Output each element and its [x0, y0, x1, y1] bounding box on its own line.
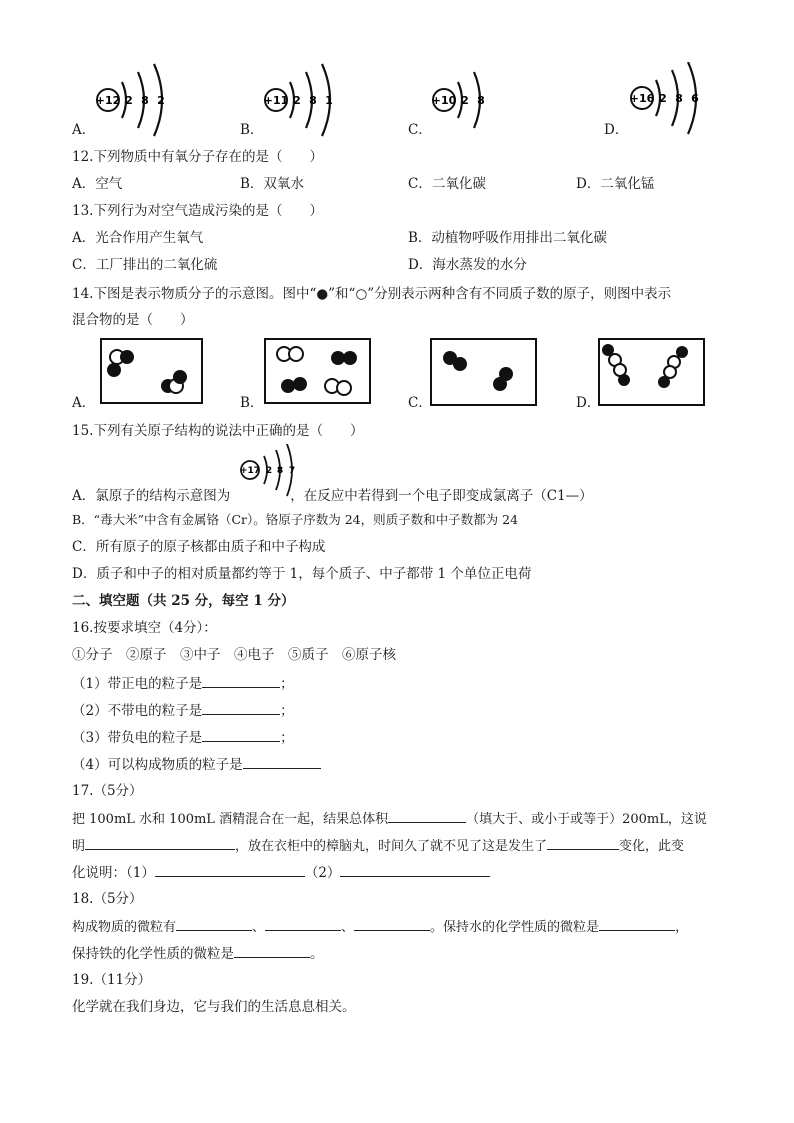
q12-stem: 12.下列物质中有氧分子存在的是（ ）: [72, 149, 323, 165]
q12-option-c[interactable]: C．二氧化碳: [408, 176, 486, 192]
q15-option-b[interactable]: B．“毒大米”中含有金属铬（Cr）。铬原子序数为 24，则质子数和中子数都为 24: [72, 512, 519, 527]
q15-stem: 15.下列有关原子结构的说法中正确的是（ ）: [72, 423, 364, 439]
q14-molecule-box-c[interactable]: [430, 338, 538, 408]
q19-line1: 化学就在我们身边，它与我们的生活息息相关。: [72, 999, 356, 1015]
q14-option-a-label[interactable]: A．: [72, 395, 96, 411]
q14-option-c-label[interactable]: C．: [408, 395, 432, 411]
svg-text:8: 8: [309, 94, 317, 107]
atom-structure-diagram: [408, 62, 518, 138]
svg-text:1: 1: [325, 94, 333, 107]
answer-blank[interactable]: [176, 916, 252, 931]
svg-text:8: 8: [141, 94, 149, 107]
answer-blank[interactable]: [388, 808, 466, 823]
answer-blank[interactable]: [265, 916, 341, 931]
q19-heading: 19.（11分）: [72, 972, 152, 988]
q13-option-b[interactable]: B．动植物呼吸作用排出二氧化碳: [408, 230, 607, 246]
q11-option-a[interactable]: [72, 62, 182, 138]
svg-text:8: 8: [276, 466, 284, 476]
svg-text:7: 7: [288, 466, 296, 476]
svg-text:2: 2: [461, 94, 469, 107]
q16-item-2: （2）不带电的粒子是 ；: [72, 700, 294, 721]
q16-item-4: （4）可以构成物质的粒子是: [72, 754, 321, 775]
option-label: B．: [240, 122, 264, 138]
q12-option-a[interactable]: A．空气: [72, 176, 123, 192]
answer-blank[interactable]: [202, 700, 280, 715]
atom-structure-diagram: [604, 62, 714, 138]
q14-option-b-label[interactable]: B．: [240, 395, 264, 411]
atom-structure-diagram: [72, 62, 182, 138]
q11-option-c[interactable]: [408, 62, 518, 138]
svg-text:2: 2: [265, 466, 273, 476]
svg-text:2: 2: [659, 92, 667, 105]
q12-option-d[interactable]: D．二氧化锰: [576, 176, 655, 192]
q11-option-b[interactable]: [240, 62, 350, 138]
svg-text:+10: +10: [431, 94, 457, 107]
option-label: D．: [604, 122, 629, 138]
q18-heading: 18.（5分）: [72, 891, 143, 907]
svg-text:+11: +11: [263, 94, 289, 107]
q13-option-a[interactable]: A．光合作用产生氧气: [72, 230, 204, 246]
nucleus-charge: +17: [239, 466, 261, 476]
svg-text:2: 2: [157, 94, 165, 107]
q15-option-a-text-end: ，在反应中若得到一个电子即变成氯离子（C1—）: [290, 488, 593, 504]
q14-stem-line1: 14.下图是表示物质分子的示意图。图中“●”和“○”分别表示两种含有不同质子数的原子，则图中表示: [72, 286, 672, 302]
q15-option-c[interactable]: C．所有原子的原子核都由质子和中子构成: [72, 539, 326, 555]
answer-blank[interactable]: [202, 673, 280, 688]
q16-item-3: （3）带负电的粒子是 ；: [72, 727, 294, 748]
q16-stem: 16.按要求填空（4分）：: [72, 620, 217, 636]
q15-option-d[interactable]: D．质子和中子的相对质量都约等于 1，每个质子、中子都带 1 个单位正电荷: [72, 566, 532, 582]
q17-line1: 把 100mL 水和 100mL 酒精混合在一起，结果总体积 （填大于、或小于或等于）200mL，这说: [72, 808, 707, 830]
q13-option-d[interactable]: D．海水蒸发的水分: [408, 257, 527, 273]
q14-molecule-box-d[interactable]: [598, 338, 706, 408]
q18-line2: 保持铁的化学性质的微粒是 。: [72, 943, 324, 964]
q15-option-a-text: A．氯原子的结构示意图为: [72, 488, 231, 504]
q15-option-a[interactable]: [72, 486, 593, 506]
q16-choices: ①分子 ②原子 ③中子 ④电子 ⑤质子 ⑥原子核: [72, 647, 396, 663]
answer-blank[interactable]: [354, 916, 430, 931]
answer-blank[interactable]: [85, 835, 235, 850]
q13-stem: 13.下列行为对空气造成污染的是（ ）: [72, 203, 323, 219]
q12-option-b[interactable]: B．双氧水: [240, 176, 304, 192]
atom-structure-diagram: [240, 62, 350, 138]
answer-blank[interactable]: [234, 943, 310, 958]
q16-item-1: （1）带正电的粒子是 ；: [72, 673, 294, 694]
answer-blank[interactable]: [547, 835, 619, 850]
option-label: C．: [408, 122, 432, 138]
answer-blank[interactable]: [599, 916, 675, 931]
svg-text:8: 8: [477, 94, 485, 107]
answer-blank[interactable]: [243, 754, 321, 769]
svg-text:2: 2: [293, 94, 301, 107]
q18-line1: 构成物质的微粒有 、 、 。保持水的化学性质的微粒是 ，: [72, 916, 688, 938]
answer-blank[interactable]: [340, 862, 490, 877]
nucleus-charge: +12: [95, 94, 121, 107]
q14-molecule-box-a[interactable]: [100, 338, 204, 406]
q13-option-c[interactable]: C．工厂排出的二氧化硫: [72, 257, 218, 273]
q14-option-d-label[interactable]: D．: [576, 395, 601, 411]
svg-text:2: 2: [125, 94, 133, 107]
svg-text:8: 8: [675, 92, 683, 105]
svg-text:6: 6: [691, 92, 699, 105]
q17-line2: 明 ，放在衣柜中的樟脑丸，时间久了就不见了这是发生了 变化，此变: [72, 835, 684, 857]
answer-blank[interactable]: [202, 727, 280, 742]
svg-text:+16: +16: [629, 92, 655, 105]
q17-line3: 化说明：（1） （2）: [72, 862, 490, 883]
section-heading: 二、填空题（共 25 分，每空 1 分）: [72, 593, 295, 609]
q14-stem-line2: 混合物的是（ ）: [72, 312, 194, 328]
option-label: A．: [72, 122, 96, 138]
answer-blank[interactable]: [155, 862, 305, 877]
q11-option-d[interactable]: [604, 62, 714, 138]
q14-molecule-box-b[interactable]: [264, 338, 372, 406]
q17-heading: 17.（5分）: [72, 783, 143, 799]
